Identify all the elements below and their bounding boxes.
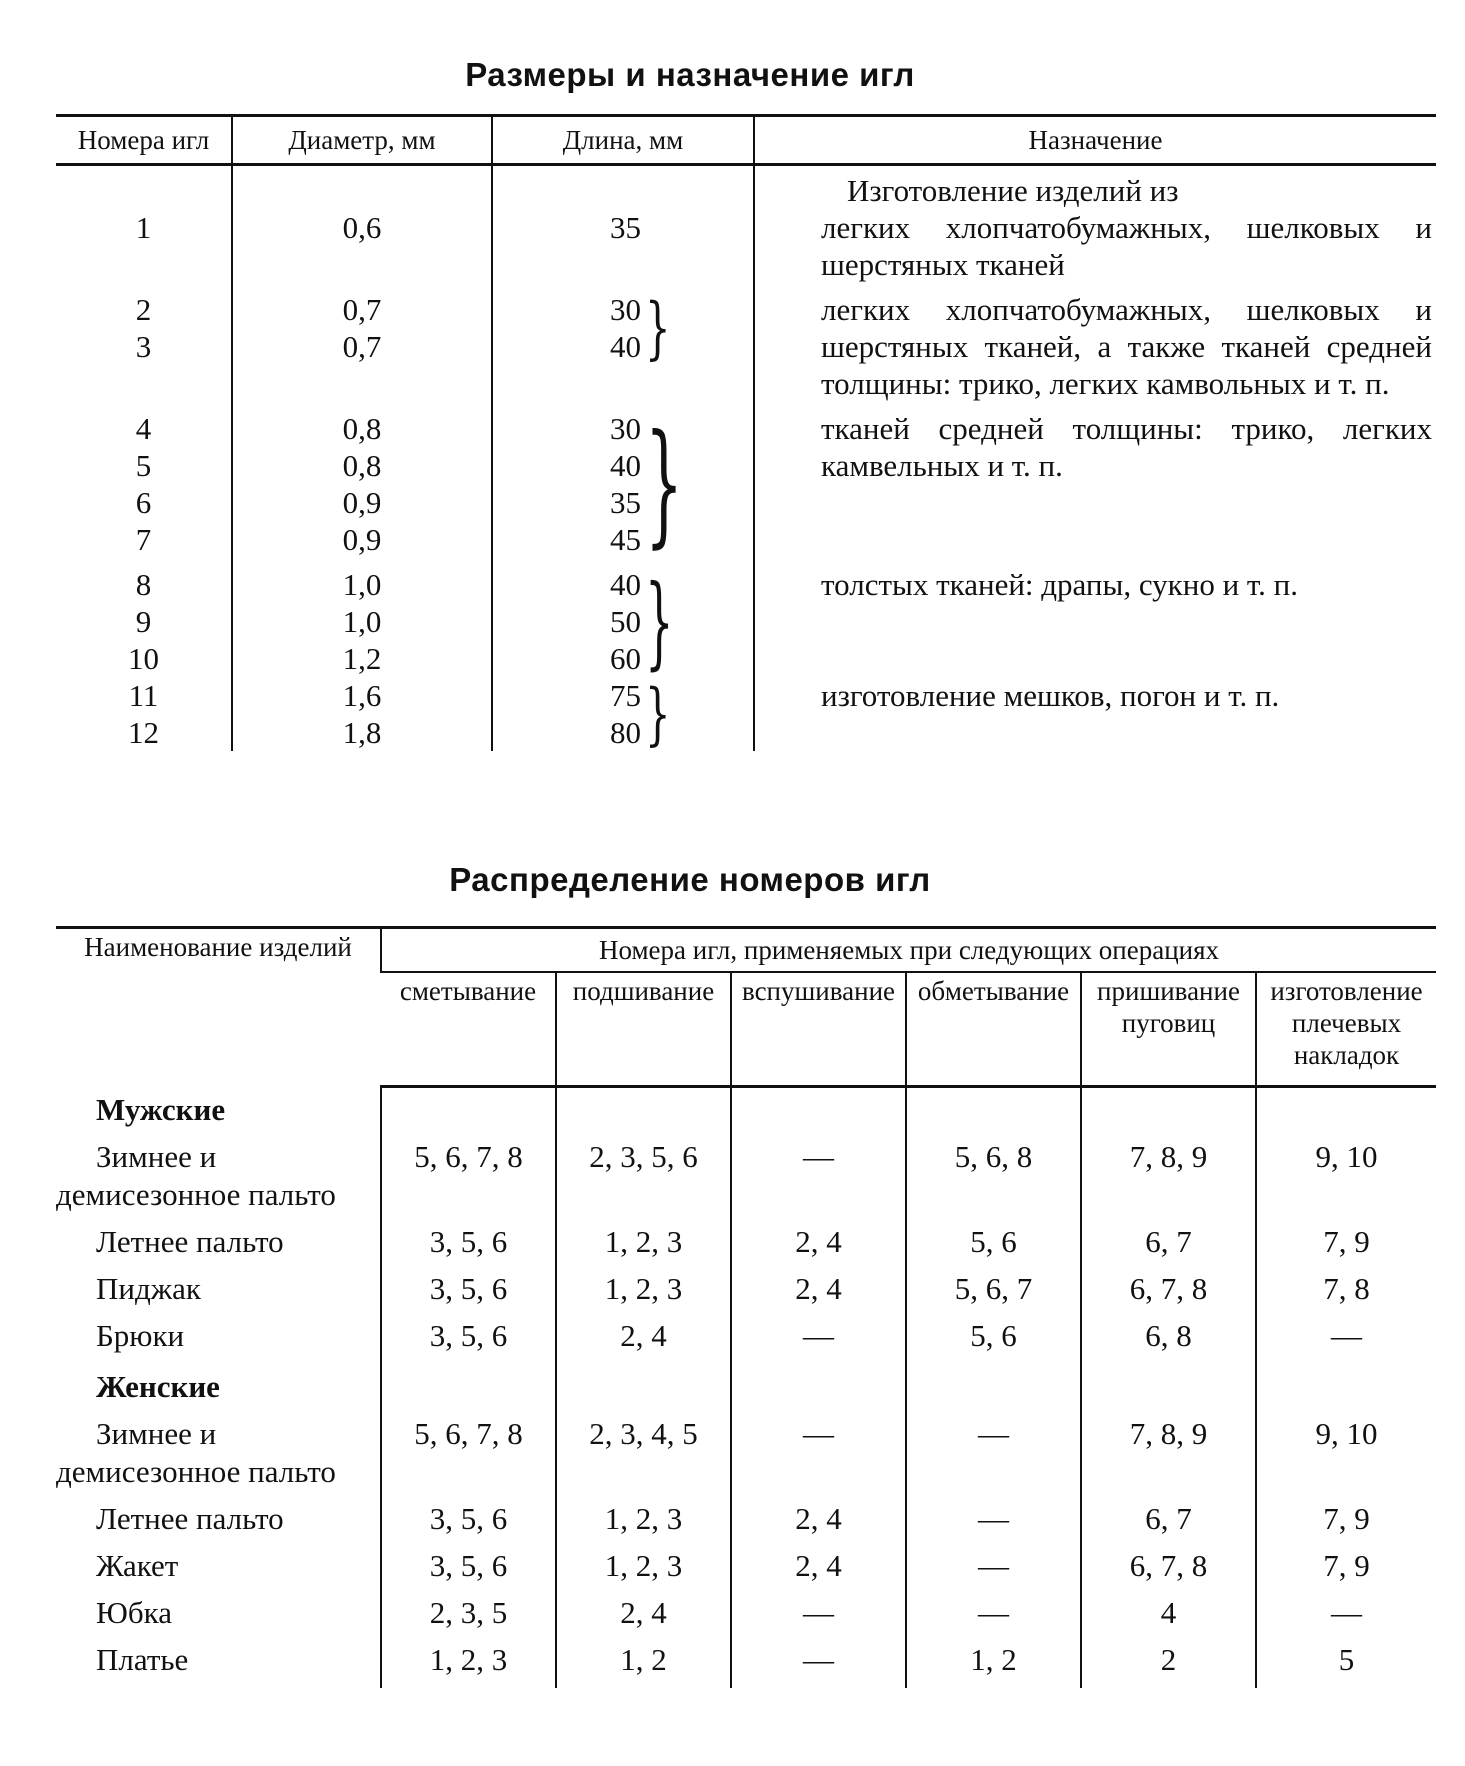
needle-number-value: 7 <box>135 522 152 557</box>
needle-number-value: 10 <box>128 641 159 676</box>
item-row <box>56 1138 1436 1223</box>
needle-numbers-cell: 1, 2, 3 <box>556 1223 731 1270</box>
item-name-text: Зимнее и демисезонное пальто <box>56 1138 336 1212</box>
needle-length-value: 60 <box>610 641 641 676</box>
needle-length-value: 30 <box>610 292 641 327</box>
item-name-text: Летнее пальто <box>96 1223 284 1259</box>
needle-number-value: 9 <box>135 604 152 639</box>
needle-diameter-value: 0,9 <box>342 485 382 520</box>
header-purpose: Назначение <box>754 116 1436 165</box>
needle-numbers-cell: — <box>731 1138 906 1223</box>
needle-numbers-cell: 5, 6, 7, 8 <box>381 1415 556 1500</box>
needle-number <box>56 402 232 558</box>
needle-numbers-cell: 7, 8 <box>1256 1270 1436 1317</box>
item-name <box>56 1415 381 1500</box>
needle-number <box>56 283 232 402</box>
needle-diameter-value: 1,2 <box>342 641 382 676</box>
needle-numbers-cell: — <box>731 1415 906 1500</box>
header-op-overcasting: обметывание <box>906 972 1081 1087</box>
needle-diameter-value: 1,8 <box>342 715 382 750</box>
needle-number <box>56 677 232 751</box>
group-brace: } <box>645 289 671 367</box>
item-row <box>56 1415 1436 1500</box>
item-row <box>56 1223 1436 1270</box>
empty-cell <box>1081 1364 1256 1415</box>
needle-numbers-cell: 3, 5, 6 <box>381 1270 556 1317</box>
needle-numbers-cell: 5 <box>1256 1641 1436 1688</box>
needle-length-value: 75 <box>610 678 641 713</box>
needle-length-value: 40 <box>610 329 641 364</box>
needle-diameter-value: 0,8 <box>342 448 382 483</box>
needle-numbers-cell: — <box>731 1317 906 1364</box>
needle-numbers-cell: 5, 6 <box>906 1223 1081 1270</box>
needle-numbers-cell: 5, 6, 7, 8 <box>381 1138 556 1223</box>
table1-header-row <box>56 116 1436 165</box>
item-row <box>56 1270 1436 1317</box>
needle-numbers-cell: 2, 4 <box>731 1223 906 1270</box>
needle-number-value: 11 <box>128 678 159 713</box>
needle-number-value: 2 <box>135 292 152 327</box>
item-name-text: Жакет <box>96 1547 179 1583</box>
needle-purpose: легких хлопчатобумажных, шелковых и шерстяных тканей <box>754 209 1436 283</box>
header-op-shoulder-pads: изготовление плечевых накладок <box>1256 972 1436 1087</box>
needle-numbers-cell: — <box>906 1594 1081 1641</box>
needle-length-value: 45 <box>610 522 641 557</box>
needle-length-value: 35 <box>610 210 641 245</box>
section-row <box>56 1087 1436 1138</box>
section-row <box>56 1364 1436 1415</box>
needle-diameter <box>232 283 492 402</box>
needle-length-value: 35 <box>610 485 641 520</box>
needle-numbers-cell: 6, 7 <box>1081 1500 1256 1547</box>
needle-distribution-table <box>56 926 1436 1688</box>
needle-length <box>492 283 754 402</box>
needle-numbers-cell: 3, 5, 6 <box>381 1223 556 1270</box>
table1-title: Размеры и назначение игл <box>465 56 915 93</box>
needle-length-value: 50 <box>610 604 641 639</box>
length-group <box>610 289 671 367</box>
needle-numbers-cell: — <box>1256 1317 1436 1364</box>
needle-numbers-cell: 1, 2, 3 <box>556 1547 731 1594</box>
needle-sizes-table <box>56 114 1436 751</box>
needle-number <box>56 209 232 283</box>
empty-cell <box>906 1364 1081 1415</box>
needle-purpose: тканей средней толщины: трико, легких камвельных и т. п. <box>754 402 1436 558</box>
needle-numbers-cell: — <box>731 1594 906 1641</box>
needle-number-value: 1 <box>135 210 152 245</box>
item-name-text: Летнее пальто <box>96 1500 284 1536</box>
needle-diameter-value: 1,6 <box>342 678 382 713</box>
needle-diameter <box>232 209 492 283</box>
needle-numbers-cell: 2, 4 <box>556 1594 731 1641</box>
needle-length <box>492 558 754 680</box>
needle-diameter-value: 1,0 <box>342 567 382 602</box>
length-group <box>610 563 674 680</box>
needle-numbers-cell: 3, 5, 6 <box>381 1317 556 1364</box>
empty-cell <box>492 165 754 210</box>
empty-cell <box>381 1087 556 1138</box>
needle-numbers-cell: 2, 3, 5, 6 <box>556 1138 731 1223</box>
needle-numbers-cell: 5, 6 <box>906 1317 1081 1364</box>
needle-group-row <box>56 558 1436 677</box>
needle-length-value: 80 <box>610 715 641 750</box>
needle-diameter-value: 0,9 <box>342 522 382 557</box>
needle-numbers-cell: 1, 2 <box>556 1641 731 1688</box>
needle-purpose: легких хлопчатобумажных, шелковых и шерстяных тканей, а также тканей средней толщины: трико, легких камвольных и т. п. <box>754 283 1436 402</box>
section-label: Женские <box>96 1368 220 1404</box>
needle-numbers-cell: 3, 5, 6 <box>381 1547 556 1594</box>
needle-numbers-cell: 9, 10 <box>1256 1415 1436 1500</box>
empty-cell <box>56 165 232 210</box>
needle-diameter <box>232 558 492 677</box>
header-item-name: Наименование изделий <box>56 928 381 1087</box>
item-name-text: Зимнее и демисезонное пальто <box>56 1415 336 1489</box>
header-op-basting: сметывание <box>381 972 556 1087</box>
empty-cell <box>381 1364 556 1415</box>
header-needle-number: Номера игл <box>56 116 232 165</box>
needle-numbers-cell: — <box>731 1641 906 1688</box>
header-length: Длина, мм <box>492 116 754 165</box>
item-row <box>56 1641 1436 1688</box>
item-row <box>56 1500 1436 1547</box>
needle-number-value: 8 <box>135 567 152 602</box>
needle-numbers-cell: 1, 2, 3 <box>556 1500 731 1547</box>
needle-length <box>492 677 754 751</box>
needle-numbers-cell: 7, 8, 9 <box>1081 1415 1256 1500</box>
item-name <box>56 1317 381 1364</box>
empty-cell <box>906 1087 1081 1138</box>
group-brace: } <box>645 675 671 753</box>
item-name <box>56 1500 381 1547</box>
needle-numbers-cell: 6, 7 <box>1081 1223 1256 1270</box>
needle-numbers-cell: 6, 8 <box>1081 1317 1256 1364</box>
header-op-button-sewing: пришивание пуговиц <box>1081 972 1256 1087</box>
empty-cell <box>232 165 492 210</box>
needle-numbers-cell: 2, 4 <box>731 1547 906 1594</box>
item-row <box>56 1594 1436 1641</box>
empty-cell <box>1256 1364 1436 1415</box>
needle-group-row <box>56 677 1436 751</box>
needle-diameter-value: 0,7 <box>342 292 382 327</box>
item-row <box>56 1547 1436 1594</box>
table2-header-row-1 <box>56 928 1436 973</box>
needle-numbers-cell: 7, 9 <box>1256 1223 1436 1270</box>
needle-numbers-cell: 2, 4 <box>731 1270 906 1317</box>
needle-length-value: 30 <box>610 411 641 446</box>
empty-cell <box>731 1087 906 1138</box>
empty-cell <box>556 1364 731 1415</box>
needle-number-value: 4 <box>135 411 152 446</box>
needle-number <box>56 558 232 677</box>
needle-length-value: 40 <box>610 448 641 483</box>
group-brace: } <box>645 407 684 561</box>
needle-numbers-cell: 9, 10 <box>1256 1138 1436 1223</box>
needle-numbers-cell: 2 <box>1081 1641 1256 1688</box>
needle-group-row <box>56 283 1436 402</box>
item-name <box>56 1594 381 1641</box>
needle-numbers-cell: 6, 7, 8 <box>1081 1547 1256 1594</box>
length-group <box>610 407 684 561</box>
table1-intro-row <box>56 165 1436 210</box>
empty-cell <box>1256 1087 1436 1138</box>
needle-length <box>492 209 754 283</box>
needle-diameter <box>232 677 492 751</box>
needle-numbers-cell: 7, 9 <box>1256 1500 1436 1547</box>
needle-numbers-cell: 7, 9 <box>1256 1547 1436 1594</box>
needle-numbers-cell: 1, 2 <box>906 1641 1081 1688</box>
item-row <box>56 1317 1436 1364</box>
needle-numbers-cell: 2, 4 <box>556 1317 731 1364</box>
needle-number-value: 6 <box>135 485 152 520</box>
needle-group-row <box>56 209 1436 283</box>
header-diameter: Диаметр, мм <box>232 116 492 165</box>
item-name <box>56 1270 381 1317</box>
needle-numbers-cell: — <box>1256 1594 1436 1641</box>
empty-cell <box>556 1087 731 1138</box>
empty-cell <box>1081 1087 1256 1138</box>
section-label: Мужские <box>96 1091 226 1127</box>
needle-diameter-value: 0,7 <box>342 329 382 364</box>
item-name-text: Платье <box>96 1641 189 1677</box>
needle-diameter <box>232 402 492 558</box>
item-name-text: Пиджак <box>96 1270 201 1306</box>
needle-number-value: 3 <box>135 329 152 364</box>
item-name <box>56 1138 381 1223</box>
group-brace: } <box>645 563 674 680</box>
needle-numbers-cell: — <box>906 1500 1081 1547</box>
needle-group-row <box>56 402 1436 558</box>
needle-numbers-cell: 5, 6, 8 <box>906 1138 1081 1223</box>
needle-diameter-value: 0,8 <box>342 411 382 446</box>
needle-numbers-cell: — <box>906 1415 1081 1500</box>
needle-numbers-cell: 1, 2, 3 <box>381 1641 556 1688</box>
header-operations-group: Номера игл, применяемых при следующих операциях <box>381 928 1436 973</box>
needle-numbers-cell: 5, 6, 7 <box>906 1270 1081 1317</box>
needle-number-value: 12 <box>128 715 159 750</box>
needle-numbers-cell: 2, 4 <box>731 1500 906 1547</box>
needle-numbers-cell: 6, 7, 8 <box>1081 1270 1256 1317</box>
needle-numbers-cell: 1, 2, 3 <box>556 1270 731 1317</box>
needle-length <box>492 402 754 561</box>
purpose-intro: Изготовление изделий из <box>754 165 1436 210</box>
item-name <box>56 1223 381 1270</box>
needle-numbers-cell: 3, 5, 6 <box>381 1500 556 1547</box>
needle-numbers-cell: 2, 3, 4, 5 <box>556 1415 731 1500</box>
needle-numbers-cell: 7, 8, 9 <box>1081 1138 1256 1223</box>
item-name-text: Юбка <box>96 1594 172 1630</box>
table2-title: Распределение номеров игл <box>449 861 931 898</box>
needle-length-value: 40 <box>610 567 641 602</box>
needle-diameter-value: 0,6 <box>342 210 382 245</box>
needle-purpose: толстых тканей: драпы, сукно и т. п. <box>754 558 1436 677</box>
length-group <box>610 675 671 753</box>
needle-diameter-value: 1,0 <box>342 604 382 639</box>
header-op-padding: вспушивание <box>731 972 906 1087</box>
item-name <box>56 1547 381 1594</box>
item-name <box>56 1641 381 1688</box>
header-op-hemming: подшивание <box>556 972 731 1087</box>
needle-purpose: изготовление мешков, погон и т. п. <box>754 677 1436 751</box>
item-name-text: Брюки <box>96 1317 185 1353</box>
empty-cell <box>731 1364 906 1415</box>
needle-numbers-cell: 2, 3, 5 <box>381 1594 556 1641</box>
needle-numbers-cell: — <box>906 1547 1081 1594</box>
needle-number-value: 5 <box>135 448 152 483</box>
needle-numbers-cell: 4 <box>1081 1594 1256 1641</box>
